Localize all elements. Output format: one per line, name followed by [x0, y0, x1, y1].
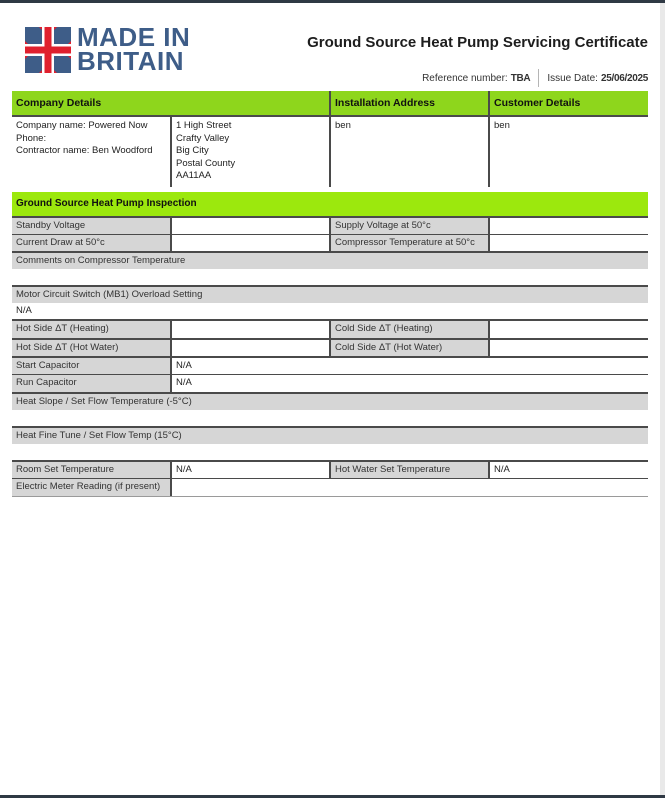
address-line: Big City [176, 145, 209, 156]
compressor-comments-label: Comments on Compressor Temperature [12, 253, 648, 269]
standby-voltage-value [172, 218, 329, 234]
company-details-cell [12, 117, 170, 187]
heat-slope-value [12, 411, 648, 426]
divider [12, 496, 648, 497]
divider [170, 321, 172, 356]
standby-voltage-label: Standby Voltage [12, 218, 170, 234]
cold-side-water-value [490, 340, 648, 356]
page-title: Ground Source Heat Pump Servicing Certificate [307, 34, 648, 51]
inspection-table [12, 192, 648, 497]
motor-switch-value: N/A [12, 304, 648, 319]
supply-voltage-label: Supply Voltage at 50°c [331, 218, 488, 234]
installation-address-value: ben [331, 117, 489, 187]
heat-fine-tune-label: Heat Fine Tune / Set Flow Temp (15°C) [12, 428, 648, 444]
current-draw-label: Current Draw at 50°c [12, 235, 170, 251]
room-set-temperature-label: Room Set Temperature [12, 462, 170, 478]
cold-side-water-label: Cold Side ΔT (Hot Water) [331, 340, 488, 356]
address-line: 1 High Street [176, 120, 232, 131]
inspection-section-title: Ground Source Heat Pump Inspection [12, 192, 648, 216]
hot-side-water-value [172, 340, 329, 356]
divider [329, 91, 331, 187]
customer-details-value: ben [490, 117, 648, 187]
divider [488, 218, 490, 251]
divider [329, 462, 331, 479]
cold-side-heating-label: Cold Side ΔT (Heating) [331, 321, 488, 338]
divider [488, 321, 490, 356]
compressor-comments-value [12, 270, 648, 285]
run-capacitor-label: Run Capacitor [12, 375, 170, 392]
address-line: Crafty Valley [176, 132, 230, 144]
motor-switch-label: Motor Circuit Switch (MB1) Overload Setting [12, 287, 648, 303]
current-draw-value [172, 235, 329, 251]
electric-meter-label: Electric Meter Reading (if present) [12, 479, 170, 496]
company-details-header: Company Details [12, 91, 330, 116]
divider [170, 218, 172, 251]
divider [170, 117, 172, 187]
divider [170, 462, 172, 496]
customer-details-header: Customer Details [490, 91, 648, 116]
address-line: AA11AA [176, 170, 212, 181]
company-phone: Phone: [16, 132, 47, 144]
divider [538, 69, 539, 87]
start-capacitor-label: Start Capacitor [12, 358, 170, 374]
reference-line [422, 69, 648, 87]
divider [329, 321, 331, 356]
electric-meter-value [172, 479, 648, 496]
union-flag-icon [25, 27, 71, 73]
logo-wordmark [77, 22, 191, 76]
company-name: Company name: Powered Now [16, 120, 148, 131]
hot-side-water-label: Hot Side ΔT (Hot Water) [12, 340, 170, 356]
heat-slope-label: Heat Slope / Set Flow Temperature (-5°C) [12, 394, 648, 410]
hot-water-set-temperature-label: Hot Water Set Temperature [331, 462, 488, 478]
hot-side-heating-value [172, 321, 329, 338]
details-table [12, 91, 648, 187]
logo-line-2: BRITAIN [77, 46, 185, 76]
start-capacitor-value: N/A [172, 358, 648, 374]
divider [170, 358, 172, 392]
divider [329, 218, 331, 251]
supply-voltage-value [490, 218, 648, 234]
reference-value: TBA [510, 72, 531, 84]
room-set-temperature-value: N/A [172, 462, 329, 478]
contractor-name: Contractor name: Ben Woodford [16, 145, 153, 156]
compressor-temperature-value [490, 235, 648, 251]
logo-line-1: MADE IN [77, 22, 191, 52]
hot-water-set-temperature-value: N/A [490, 462, 648, 478]
issue-date-value: 25/06/2025 [600, 72, 648, 84]
divider [488, 91, 490, 187]
made-in-britain-logo [25, 22, 205, 76]
reference-label: Reference number: [422, 72, 508, 84]
run-capacitor-value: N/A [172, 375, 648, 392]
installation-address-header: Installation Address [331, 91, 489, 116]
compressor-temperature-label: Compressor Temperature at 50°c [331, 235, 488, 251]
divider [488, 462, 490, 479]
cold-side-heating-value [490, 321, 648, 338]
page-edge [660, 3, 665, 795]
address-line: Postal County [176, 157, 236, 169]
top-border [0, 0, 665, 3]
company-address-cell [172, 117, 330, 187]
hot-side-heating-label: Hot Side ΔT (Heating) [12, 321, 170, 338]
issue-date-label: Issue Date: [547, 72, 598, 84]
heat-fine-tune-value [12, 445, 648, 460]
